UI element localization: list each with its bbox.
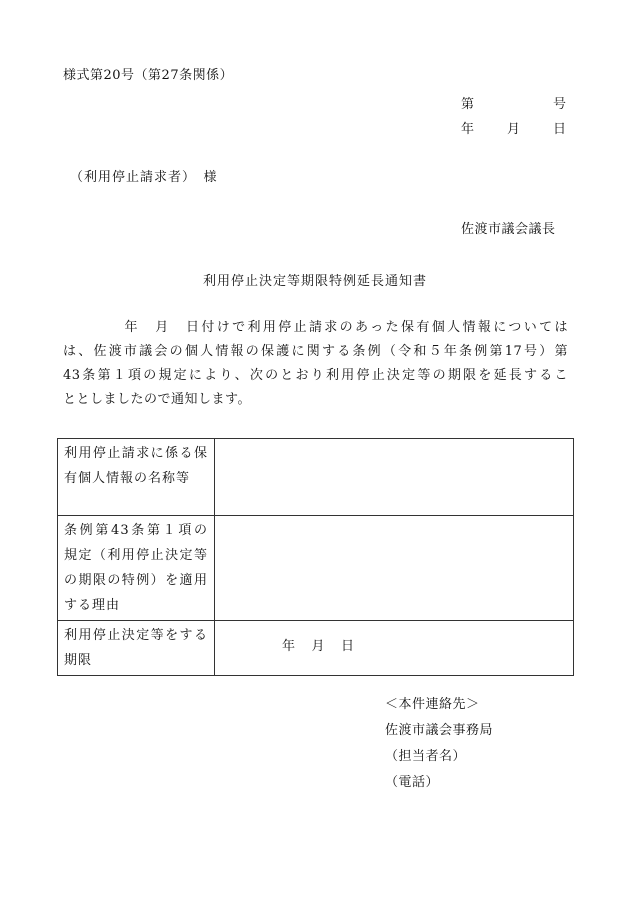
date-day: 日 <box>552 122 566 137</box>
contact-heading: ＜本件連絡先＞ <box>385 697 480 712</box>
table-row <box>58 516 574 621</box>
deadline-month: 月 <box>311 639 325 654</box>
sender-name: 佐渡市議会議長 <box>461 222 556 237</box>
row-value-reason <box>215 516 574 621</box>
body-line-4: ととしましたので通知します。 <box>63 392 251 407</box>
deadline-date <box>282 635 354 654</box>
notice-details-table <box>57 438 574 676</box>
row-value-info-name <box>215 439 574 516</box>
document-title: 利用停止決定等期限特例延長通知書 <box>202 274 427 289</box>
row-label-deadline: 利用停止決定等をする期限 <box>58 621 215 676</box>
document-date-line <box>461 118 566 137</box>
contact-office: 佐渡市議会事務局 <box>385 723 494 738</box>
recipient-line: （利用停止請求者） 様 <box>70 170 218 185</box>
form-number-label: 様式第20号（第27条関係） <box>63 68 234 83</box>
body-line-3: 43条第１項の規定により、次のとおり利用停止決定等の期限を延長するこ <box>63 368 568 383</box>
row-label-info-name: 利用停止請求に係る保有個人情報の名称等 <box>58 439 215 516</box>
row-value-deadline <box>215 621 574 676</box>
deadline-day: 日 <box>340 639 354 654</box>
contact-block <box>385 692 493 796</box>
contact-person: （担当者名） <box>385 749 467 764</box>
contact-phone: （電話） <box>385 775 440 790</box>
table-row <box>58 621 574 676</box>
date-month: 月 <box>506 122 520 137</box>
number-prefix: 第 <box>461 97 475 112</box>
number-suffix: 号 <box>552 97 566 112</box>
table-row <box>58 439 574 516</box>
row-label-reason: 条例第43条第１項の規定（利用停止決定等の期限の特例）を適用する理由 <box>58 516 215 621</box>
body-line-2: は、佐渡市議会の個人情報の保護に関する条例（令和５年条例第17号）第 <box>63 344 568 359</box>
notice-body <box>63 316 568 412</box>
document-number-line <box>461 93 566 112</box>
date-year: 年 <box>461 122 475 137</box>
body-line-1: 年 月 日付けで利用停止請求のあった保有個人情報については <box>63 320 568 335</box>
deadline-year: 年 <box>282 639 296 654</box>
